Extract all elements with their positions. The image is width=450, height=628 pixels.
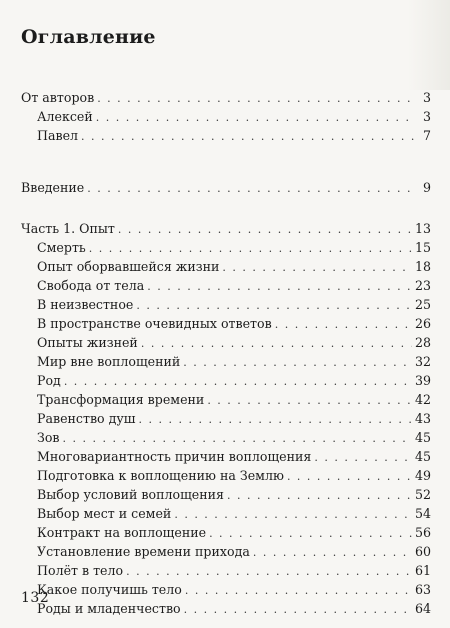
toc-entry-page: 63 (414, 582, 431, 597)
toc-entry-page: 52 (414, 487, 431, 502)
dot-leader (89, 239, 412, 258)
dot-leader (126, 562, 412, 581)
dot-leader (227, 486, 412, 505)
toc-entry (21, 580, 431, 599)
toc-entry-label: Часть 1. Опыт (21, 221, 115, 236)
toc-entry-label: В пространстве очевидных ответов (37, 316, 272, 331)
dot-leader (63, 429, 412, 448)
toc-entry-label: Род (37, 373, 61, 388)
toc-entry (21, 599, 431, 618)
toc-entry (21, 238, 431, 257)
toc-entry-label: Алексей (37, 109, 93, 124)
toc-entry-page: 45 (414, 430, 431, 445)
toc-entry-label: Подготовка к воплощению на Землю (37, 468, 284, 483)
toc-entry (21, 542, 431, 561)
section-gap (21, 145, 431, 178)
toc-entry-label: Полёт в тело (37, 563, 124, 578)
toc-entry-page: 42 (414, 392, 431, 407)
page-number: 132 (21, 590, 50, 606)
toc-entry-page: 3 (422, 90, 431, 105)
dot-leader (81, 127, 414, 146)
toc-entry-label: Трансформация времени (37, 392, 205, 407)
toc-entry-label: Выбор условий воплощения (37, 487, 224, 502)
dot-leader (287, 467, 412, 486)
dot-leader (139, 410, 412, 429)
dot-leader (314, 448, 412, 467)
toc-entry (21, 126, 431, 145)
toc-entry-label: Мир вне воплощений (37, 354, 181, 369)
dot-leader (97, 89, 414, 108)
toc-entry-page: 39 (414, 373, 431, 388)
toc-entry-label: Свобода от тела (37, 278, 145, 293)
toc-entry-page: 23 (414, 278, 431, 293)
toc-entry-label: От авторов (21, 90, 95, 105)
toc-entry-page: 54 (414, 506, 431, 521)
toc-entry-page: 45 (414, 449, 431, 464)
toc-entry-label: Многовариантность причин воплощения (37, 449, 312, 464)
dot-leader (174, 505, 412, 524)
toc-entry (21, 485, 431, 504)
toc-entry (21, 428, 431, 447)
toc-entry (21, 178, 431, 197)
dot-leader (183, 353, 412, 372)
dot-leader (207, 391, 412, 410)
toc-entry-page: 43 (414, 411, 431, 426)
dot-leader (209, 524, 412, 543)
toc-entry-page: 49 (414, 468, 431, 483)
toc-entry-label: В неизвестное (37, 297, 134, 312)
dot-leader (253, 543, 412, 562)
dot-leader (136, 296, 412, 315)
toc-entry (21, 333, 431, 352)
toc-entry-label: Какое получишь тело (37, 582, 182, 597)
dot-leader (118, 220, 412, 239)
toc-entry (21, 390, 431, 409)
toc-entry (21, 371, 431, 390)
dot-leader (141, 334, 412, 353)
toc-entry-page: 25 (414, 297, 431, 312)
toc-entry-page: 64 (414, 601, 431, 616)
toc-entry-page: 7 (422, 128, 431, 143)
toc-entry (21, 314, 431, 333)
toc-entry-page: 13 (414, 221, 431, 236)
table-of-contents (21, 88, 431, 618)
toc-entry (21, 295, 431, 314)
toc-entry (21, 504, 431, 523)
toc-entry-label: Роды и младенчество (37, 601, 181, 616)
dot-leader (87, 179, 414, 198)
toc-entry (21, 219, 431, 238)
toc-entry (21, 447, 431, 466)
toc-entry (21, 466, 431, 485)
toc-entry-page: 18 (414, 259, 431, 274)
toc-entry-page: 9 (422, 180, 431, 195)
page-corner-shading (408, 0, 450, 90)
toc-entry-label: Павел (37, 128, 79, 143)
dot-leader (64, 372, 412, 391)
toc-entry-page: 60 (414, 544, 431, 559)
dot-leader (275, 315, 412, 334)
toc-entry-page: 56 (414, 525, 431, 540)
toc-entry (21, 561, 431, 580)
toc-entry-page: 26 (414, 316, 431, 331)
toc-entry (21, 276, 431, 295)
dot-leader (185, 581, 412, 600)
dot-leader (147, 277, 412, 296)
toc-entry-label: Зов (37, 430, 60, 445)
toc-entry-label: Опыты жизней (37, 335, 138, 350)
toc-entry (21, 409, 431, 428)
toc-entry-page: 28 (414, 335, 431, 350)
toc-entry-label: Установление времени прихода (37, 544, 250, 559)
toc-entry-label: Введение (21, 180, 85, 195)
dot-leader (184, 600, 412, 619)
toc-entry (21, 523, 431, 542)
toc-entry-page: 32 (414, 354, 431, 369)
toc-entry-label: Смерть (37, 240, 86, 255)
toc-entry-label: Опыт оборвавшейся жизни (37, 259, 220, 274)
toc-entry-label: Выбор мест и семей (37, 506, 172, 521)
toc-entry (21, 257, 431, 276)
toc-entry-page: 61 (414, 563, 431, 578)
dot-leader (222, 258, 412, 277)
toc-entry-label: Контракт на воплощение (37, 525, 207, 540)
toc-entry (21, 352, 431, 371)
toc-entry-label: Равенство душ (37, 411, 136, 426)
toc-entry (21, 107, 431, 126)
section-gap (21, 197, 431, 219)
toc-entry-page: 3 (422, 109, 431, 124)
toc-entry-page: 15 (414, 240, 431, 255)
toc-entry (21, 88, 431, 107)
dot-leader (96, 108, 414, 127)
page-title: Оглавление (21, 26, 156, 48)
